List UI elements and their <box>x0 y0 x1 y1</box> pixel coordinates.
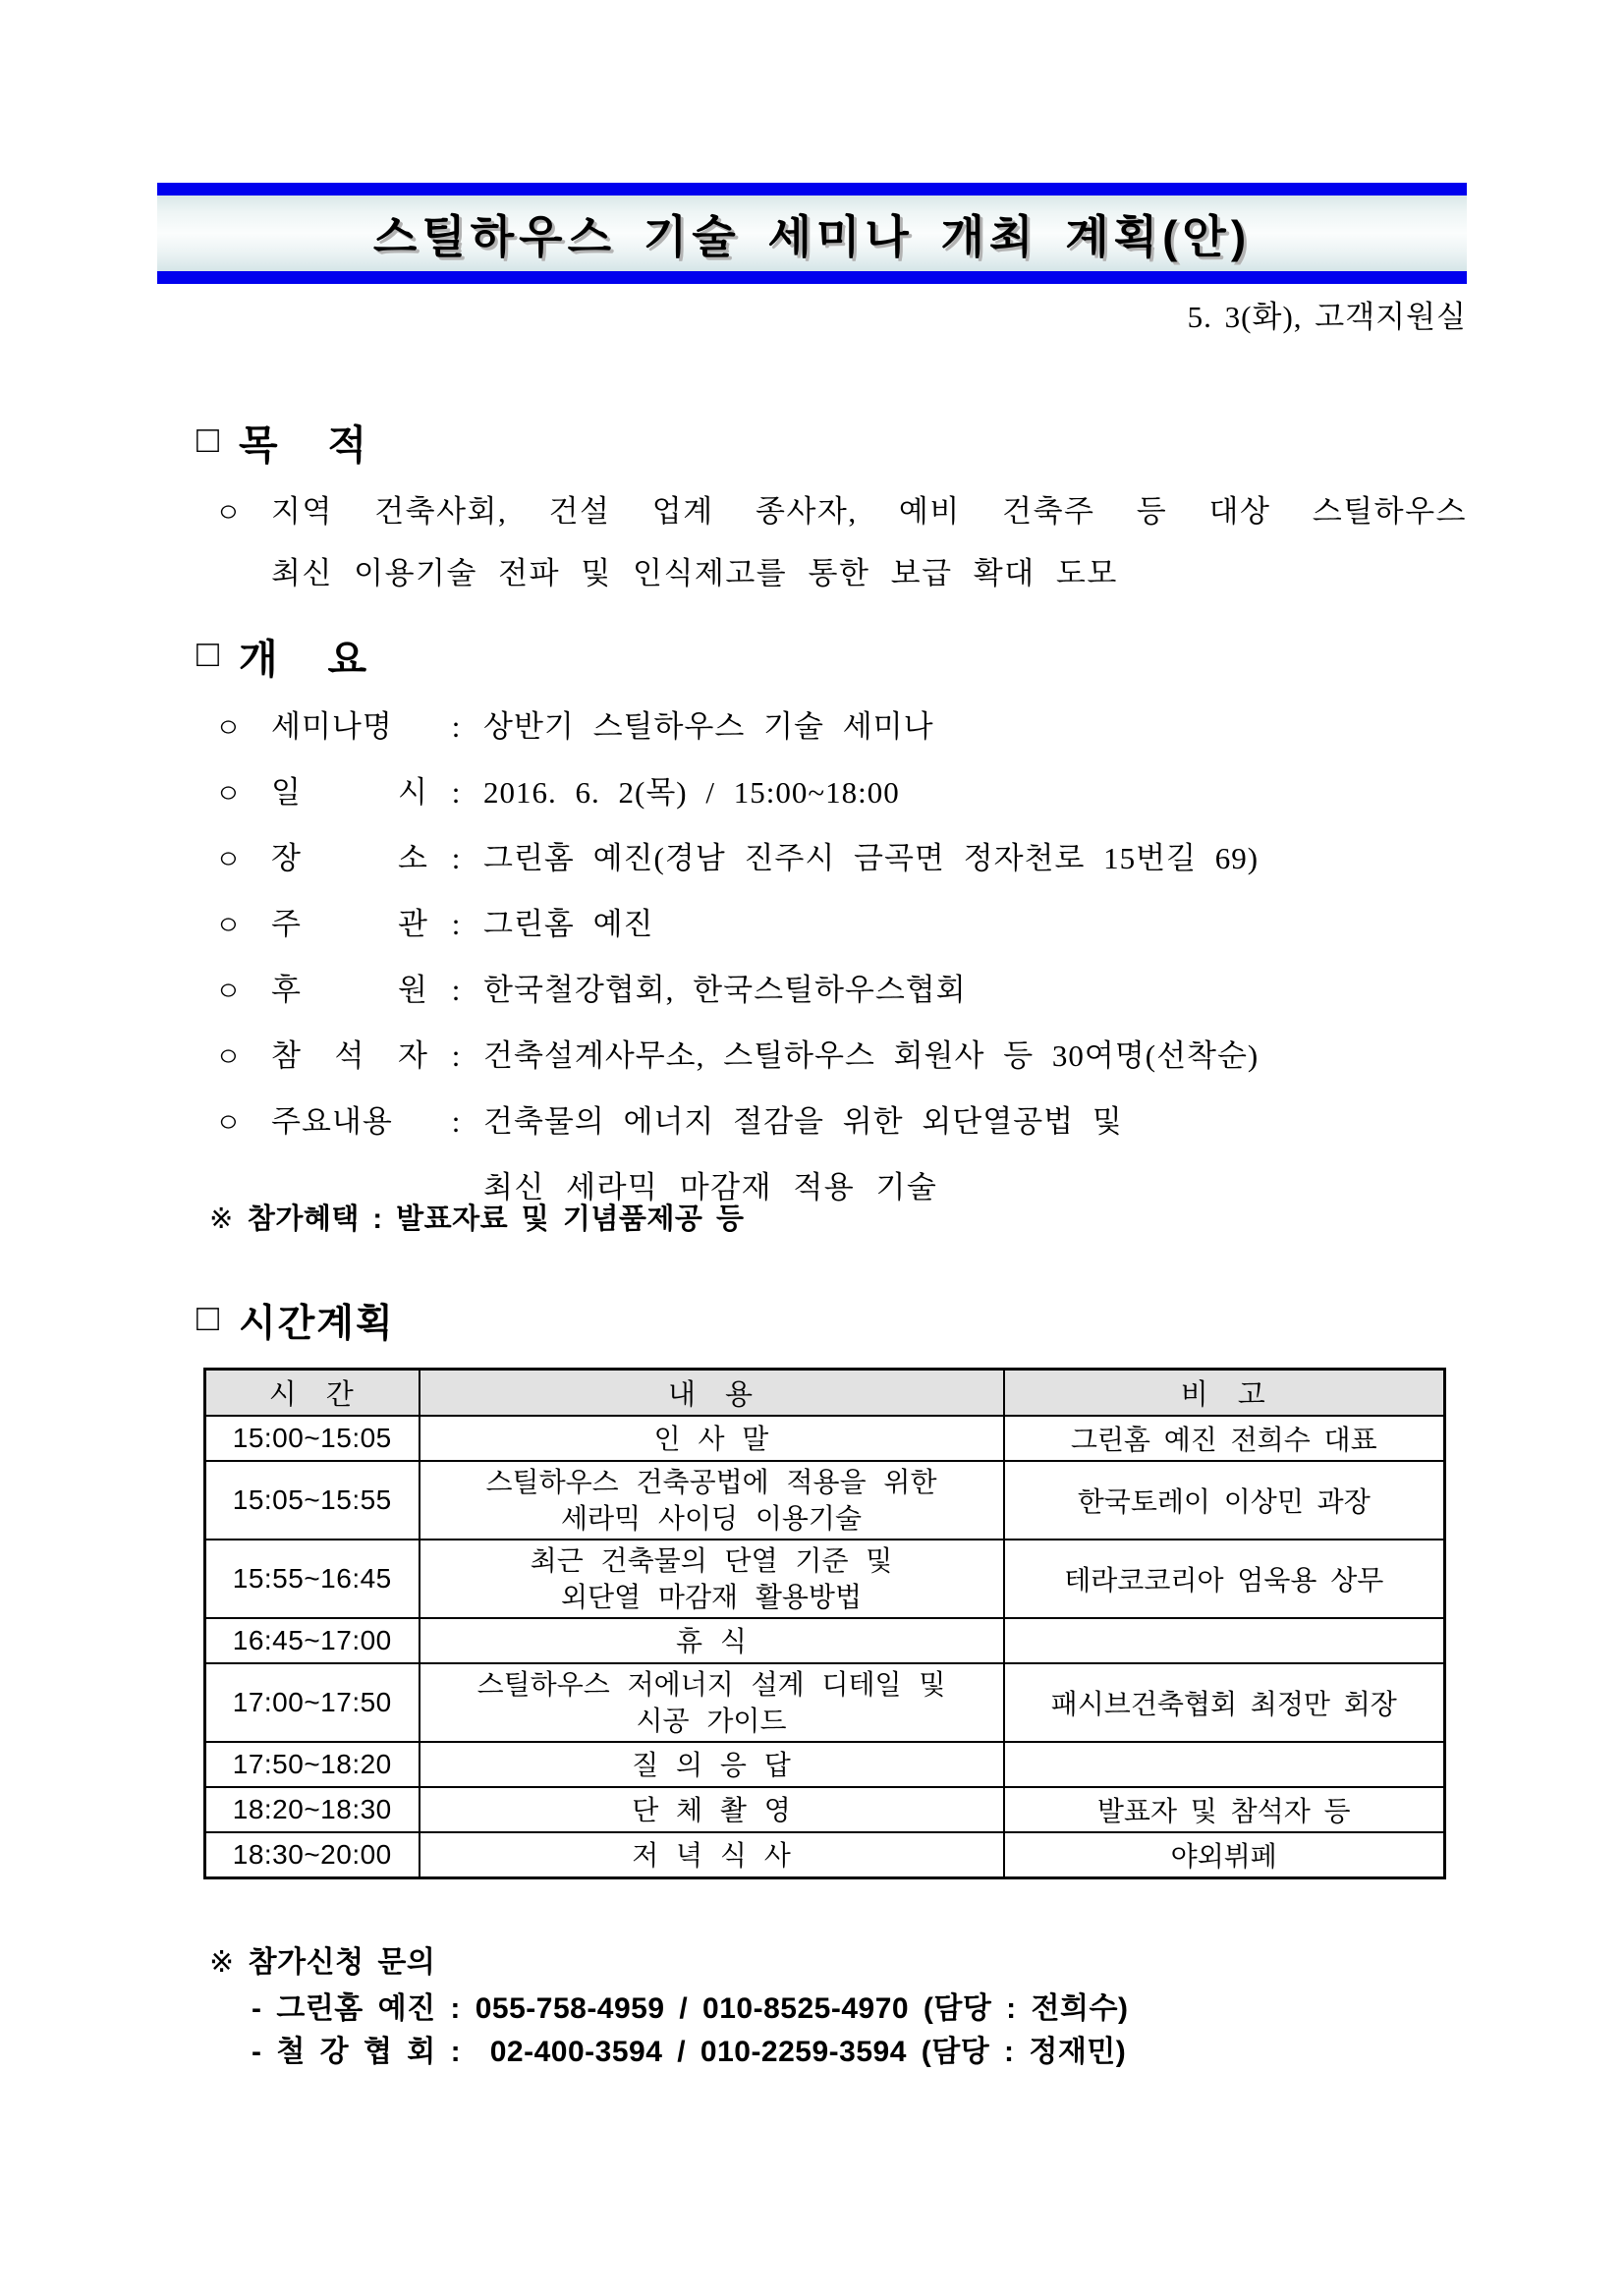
schedule-remark-cell: 그린홈 예진 전희수 대표 <box>1004 1416 1445 1461</box>
overview-colon: : <box>451 841 461 875</box>
schedule-title: 시간계획 <box>238 1303 395 1345</box>
contact-title <box>209 1937 435 1981</box>
schedule-content-line: 시공 가이드 <box>636 1706 787 1736</box>
purpose-text <box>271 480 1467 604</box>
overview-item-venue <box>218 825 1467 891</box>
purpose-line-2: 최신 이용기술 전파 및 인식제고를 통한 보급 확대 도모 <box>271 556 1118 590</box>
schedule-time-cell: 15:05~15:55 <box>205 1461 420 1540</box>
schedule-time-cell: 17:00~17:50 <box>205 1663 420 1742</box>
table-row <box>205 1540 1445 1618</box>
table-row <box>205 1787 1445 1832</box>
circle-bullet-icon: ○ <box>218 1105 239 1138</box>
schedule-time-cell: 18:20~18:30 <box>205 1787 420 1832</box>
schedule-remark-cell: 한국토레이 이상민 과장 <box>1004 1461 1445 1540</box>
overview-label: 일 시 <box>271 775 428 810</box>
banner-bottom-rule <box>157 271 1467 284</box>
overview-label: 주요내용 <box>271 1104 393 1139</box>
overview-label: 장 소 <box>271 841 428 875</box>
schedule-content-line: 스틸하우스 저에너지 설계 디테일 및 <box>476 1669 946 1700</box>
reference-mark-icon: ※ <box>209 1204 234 1235</box>
contact-line-steel-association: - 철 강 협 회 : 02-400-3594 / 010-2259-3594 (담당 : 정재민) <box>252 2036 1127 2068</box>
purpose-line-1: 지역 건축사회, 건설 업계 종사자, 예비 건축주 등 대상 스틸하우스 <box>271 494 1467 529</box>
overview-value: 건축물의 에너지 절감을 위한 외단열공법 및 <box>483 1104 1123 1139</box>
circle-bullet-icon: ○ <box>218 908 239 940</box>
table-row <box>205 1461 1445 1540</box>
schedule-content-cell <box>420 1832 1004 1878</box>
title-banner <box>157 183 1467 284</box>
overview-colon: : <box>451 973 461 1007</box>
overview-title: 개 요 <box>238 637 369 682</box>
overview-colon: : <box>451 775 461 810</box>
circle-bullet-icon: ○ <box>218 842 239 874</box>
schedule-content-line: 질 의 응 답 <box>632 1749 791 1780</box>
schedule-time-cell: 15:00~15:05 <box>205 1416 420 1461</box>
overview-colon: : <box>451 1038 461 1073</box>
overview-value: 상반기 스틸하우스 기술 세미나 <box>483 709 934 744</box>
overview-colon: : <box>451 907 461 941</box>
overview-list <box>218 694 1467 1220</box>
schedule-time-cell: 18:30~20:00 <box>205 1832 420 1878</box>
overview-value: 건축설계사무소, 스틸하우스 회원사 등 30여명(선착순) <box>483 1038 1260 1073</box>
section-header-overview <box>196 627 368 685</box>
square-bullet-icon: □ <box>196 419 221 461</box>
overview-label: 참 석 자 <box>271 1038 428 1073</box>
circle-bullet-icon: ○ <box>218 974 239 1006</box>
overview-item-sponsor <box>218 957 1467 1023</box>
benefit-note <box>209 1197 744 1237</box>
schedule-content-cell <box>420 1787 1004 1832</box>
purpose-title: 목 적 <box>238 422 369 468</box>
schedule-remark-cell <box>1004 1742 1445 1787</box>
circle-bullet-icon: ○ <box>218 710 239 743</box>
schedule-content-cell <box>420 1742 1004 1787</box>
schedule-remark-cell: 테라코코리아 엄욱용 상무 <box>1004 1540 1445 1618</box>
schedule-content-cell <box>420 1461 1004 1540</box>
schedule-content-line: 스틸하우스 건축공법에 적용을 위한 <box>485 1467 937 1497</box>
table-row <box>205 1416 1445 1461</box>
overview-value: 그린홈 예진(경남 진주시 금곡면 정자천로 15번길 69) <box>483 841 1260 875</box>
section-header-purpose <box>196 413 368 471</box>
table-row <box>205 1832 1445 1878</box>
col-header-time: 시 간 <box>205 1370 420 1417</box>
table-header-row <box>205 1370 1445 1417</box>
overview-label: 후 원 <box>271 973 428 1007</box>
overview-label: 세미나명 <box>271 709 393 744</box>
schedule-content-line: 최근 건축물의 단열 기준 및 <box>530 1545 893 1576</box>
schedule-content-cell <box>420 1618 1004 1663</box>
overview-item-main-content <box>218 1089 1467 1154</box>
schedule-content-line: 단 체 촬 영 <box>632 1794 791 1825</box>
schedule-content-line: 저 녁 식 사 <box>632 1839 791 1871</box>
table-row <box>205 1663 1445 1742</box>
reference-mark-icon: ※ <box>209 1946 235 1979</box>
schedule-content-line: 세라믹 사이딩 이용기술 <box>560 1503 863 1534</box>
overview-label: 주 관 <box>271 907 428 941</box>
schedule-content-line: 인 사 말 <box>653 1423 769 1454</box>
section-header-schedule <box>196 1293 395 1348</box>
circle-bullet-icon: ○ <box>218 495 239 528</box>
overview-item-organizer <box>218 891 1467 957</box>
benefit-note-text: 참가혜택 : 발표자료 및 기념품제공 등 <box>247 1204 745 1235</box>
overview-value: 그린홈 예진 <box>483 907 654 941</box>
schedule-remark-cell <box>1004 1618 1445 1663</box>
overview-main-content-line-2: 최신 세라믹 마감재 적용 기술 <box>483 1170 938 1204</box>
banner-top-rule <box>157 183 1467 196</box>
contact-line-greenhome: - 그린홈 예진 : 055-758-4959 / 010-8525-4970 (담당 : 전희수) <box>252 1992 1129 2025</box>
schedule-content-line: 휴 식 <box>676 1625 747 1656</box>
square-bullet-icon: □ <box>196 1298 221 1339</box>
overview-item-seminar-name <box>218 694 1467 759</box>
overview-item-attendees <box>218 1023 1467 1089</box>
schedule-remark-cell: 발표자 및 참석자 등 <box>1004 1787 1445 1832</box>
table-row <box>205 1742 1445 1787</box>
schedule-remark-cell: 패시브건축협회 최정만 회장 <box>1004 1663 1445 1742</box>
date-department-note: 5. 3(화), 고객지원실 <box>1187 300 1467 334</box>
circle-bullet-icon: ○ <box>218 1039 239 1072</box>
overview-item-datetime <box>218 759 1467 825</box>
overview-value: 2016. 6. 2(목) / 15:00~18:00 <box>483 775 900 810</box>
document-title: 스틸하우스 기술 세미나 개최 계획(안) <box>372 210 1252 262</box>
purpose-paragraph <box>218 480 1467 604</box>
overview-value: 한국철강협회, 한국스틸하우스협회 <box>483 973 967 1007</box>
circle-bullet-icon: ○ <box>218 776 239 809</box>
square-bullet-icon: □ <box>196 633 221 675</box>
schedule-time-cell: 17:50~18:20 <box>205 1742 420 1787</box>
schedule-time-cell: 16:45~17:00 <box>205 1618 420 1663</box>
col-header-remark: 비 고 <box>1004 1370 1445 1417</box>
col-header-content: 내 용 <box>420 1370 1004 1417</box>
schedule-time-cell: 15:55~16:45 <box>205 1540 420 1618</box>
schedule-content-cell <box>420 1663 1004 1742</box>
schedule-content-cell <box>420 1416 1004 1461</box>
overview-colon: : <box>451 709 461 744</box>
schedule-table <box>203 1368 1443 1879</box>
overview-colon: : <box>451 1104 461 1139</box>
schedule-remark-cell: 야외뷔페 <box>1004 1832 1445 1878</box>
contact-title-text: 참가신청 문의 <box>248 1946 436 1979</box>
banner-gradient-body <box>157 196 1467 271</box>
table-row <box>205 1618 1445 1663</box>
schedule-content-line: 외단열 마감재 활용방법 <box>560 1582 863 1612</box>
schedule-content-cell <box>420 1540 1004 1618</box>
